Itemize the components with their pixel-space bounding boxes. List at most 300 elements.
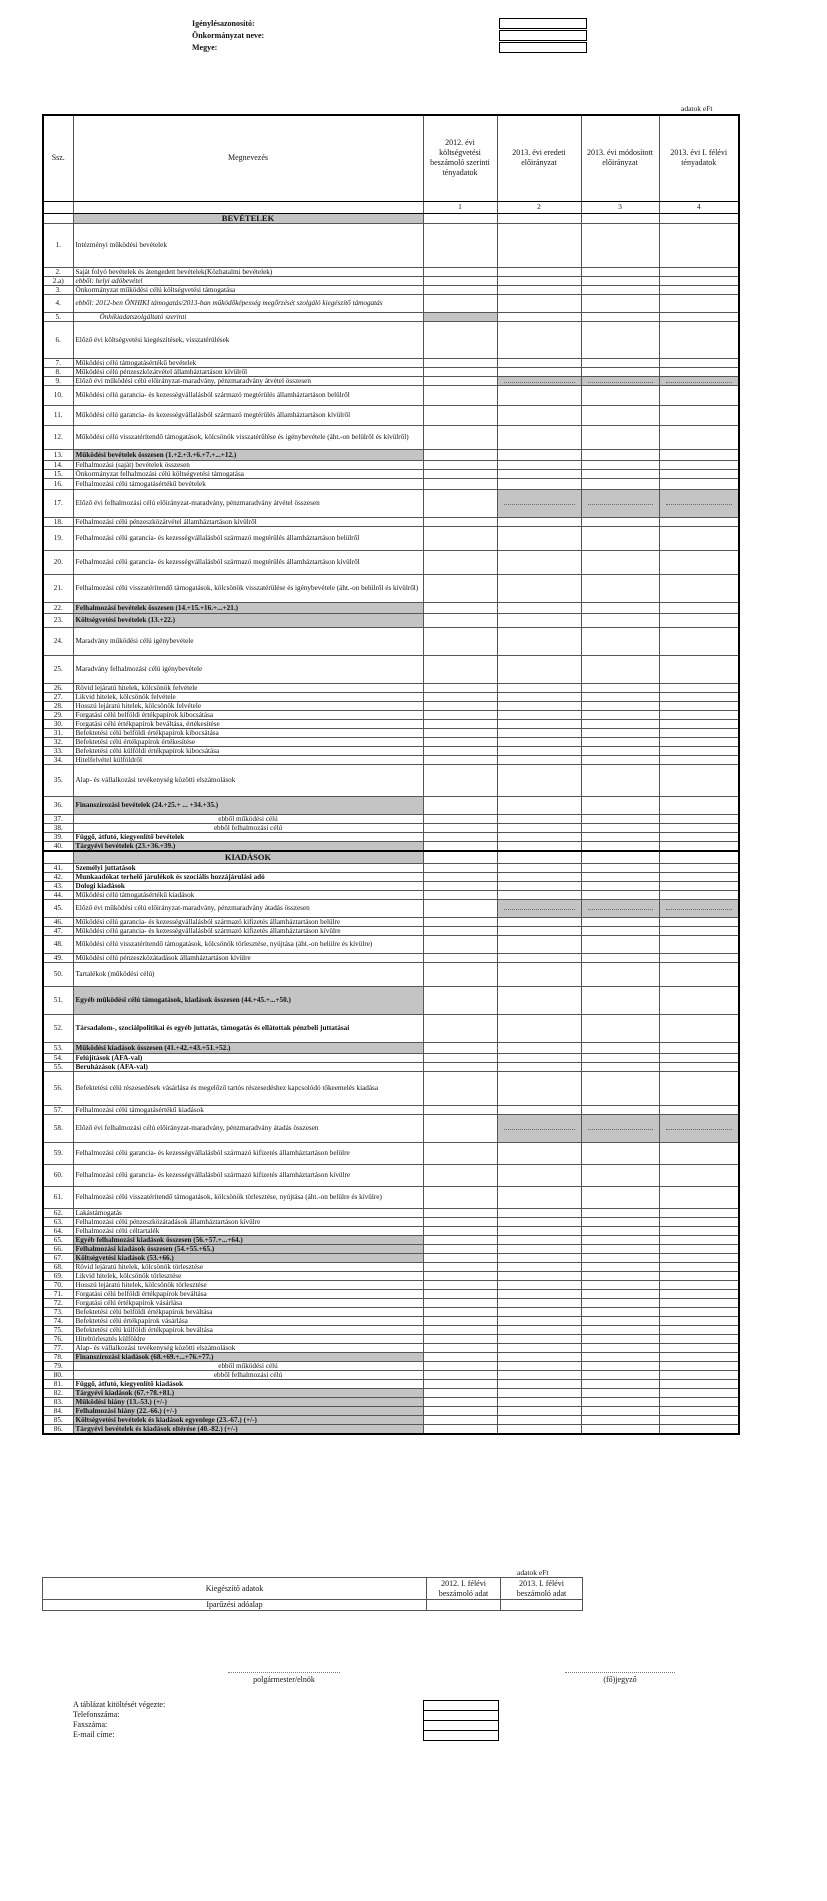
value-cell-col-1[interactable] bbox=[423, 1062, 497, 1071]
value-cell-col-3[interactable] bbox=[581, 385, 659, 405]
value-cell-col-3[interactable] bbox=[581, 1042, 659, 1053]
value-cell-col-2[interactable] bbox=[497, 1142, 581, 1164]
value-cell-col-4[interactable] bbox=[659, 1053, 739, 1062]
value-cell-col-4[interactable] bbox=[659, 962, 739, 986]
value-cell-col-3[interactable] bbox=[581, 1361, 659, 1370]
value-cell-col-2[interactable] bbox=[497, 953, 581, 962]
value-cell-col-2[interactable] bbox=[497, 1361, 581, 1370]
value-cell-col-3[interactable] bbox=[581, 517, 659, 526]
value-cell-col-3[interactable] bbox=[581, 1244, 659, 1253]
value-cell-col-2[interactable] bbox=[497, 1271, 581, 1280]
value-cell-col-3[interactable] bbox=[581, 719, 659, 728]
value-cell-col-1[interactable] bbox=[423, 1298, 497, 1307]
value-cell-col-1[interactable] bbox=[423, 1316, 497, 1325]
value-cell-col-2[interactable] bbox=[497, 1042, 581, 1053]
value-cell-col-1[interactable] bbox=[423, 405, 497, 425]
value-cell-col-3[interactable] bbox=[581, 460, 659, 469]
value-cell-col-1[interactable] bbox=[423, 986, 497, 1014]
value-cell-col-3[interactable] bbox=[581, 1424, 659, 1434]
value-cell-col-3[interactable] bbox=[581, 841, 659, 851]
value-cell-col-4[interactable] bbox=[659, 863, 739, 872]
value-cell-col-1[interactable] bbox=[423, 1334, 497, 1343]
value-cell-col-2[interactable] bbox=[497, 1244, 581, 1253]
value-cell-col-2[interactable] bbox=[497, 935, 581, 953]
value-cell-col-1[interactable] bbox=[423, 935, 497, 953]
value-cell-col-4[interactable] bbox=[659, 872, 739, 881]
value-cell-col-3[interactable] bbox=[581, 550, 659, 574]
value-cell-col-3[interactable] bbox=[581, 1262, 659, 1271]
value-cell-col-1[interactable] bbox=[423, 1379, 497, 1388]
value-cell-col-4[interactable] bbox=[659, 627, 739, 655]
value-cell-col-3[interactable] bbox=[581, 1388, 659, 1397]
value-cell-col-2[interactable] bbox=[497, 602, 581, 613]
value-cell-col-4[interactable] bbox=[659, 223, 739, 267]
value-cell-col-1[interactable] bbox=[423, 385, 497, 405]
value-cell-col-4[interactable] bbox=[659, 1164, 739, 1186]
value-cell-col-2[interactable] bbox=[497, 294, 581, 312]
value-cell-col-1[interactable] bbox=[423, 796, 497, 814]
value-cell-col-2[interactable] bbox=[497, 917, 581, 926]
value-cell-col-1[interactable] bbox=[423, 1253, 497, 1262]
value-cell-col-4[interactable] bbox=[659, 1388, 739, 1397]
value-cell-col-4[interactable] bbox=[659, 526, 739, 550]
value-cell-col-1[interactable] bbox=[423, 1271, 497, 1280]
value-cell-col-1[interactable] bbox=[423, 823, 497, 832]
value-cell-col-2[interactable] bbox=[497, 1164, 581, 1186]
value-cell-col-1[interactable] bbox=[423, 321, 497, 358]
value-cell-col-3[interactable] bbox=[581, 405, 659, 425]
value-cell-col-1[interactable] bbox=[423, 962, 497, 986]
value-cell-col-4[interactable] bbox=[659, 814, 739, 823]
value-cell-col-4[interactable] bbox=[659, 1105, 739, 1114]
value-cell-col-1[interactable] bbox=[423, 425, 497, 449]
value-cell-col-4[interactable] bbox=[659, 986, 739, 1014]
value-cell-col-2[interactable] bbox=[497, 574, 581, 602]
value-cell-col-1[interactable] bbox=[423, 285, 497, 294]
value-cell-col-1[interactable] bbox=[423, 1361, 497, 1370]
value-cell-col-3[interactable] bbox=[581, 917, 659, 926]
value-cell-col-1[interactable] bbox=[423, 1370, 497, 1379]
value-cell-col-4[interactable] bbox=[659, 285, 739, 294]
value-cell-col-4[interactable] bbox=[659, 358, 739, 367]
value-cell-col-3[interactable] bbox=[581, 1352, 659, 1361]
value-cell-col-3[interactable] bbox=[581, 1406, 659, 1415]
value-cell-col-1[interactable] bbox=[423, 832, 497, 841]
value-cell-col-1[interactable] bbox=[423, 267, 497, 276]
value-cell-col-2[interactable] bbox=[497, 1379, 581, 1388]
value-cell-col-4[interactable] bbox=[659, 376, 739, 385]
value-cell-col-1[interactable] bbox=[423, 1262, 497, 1271]
value-cell-col-4[interactable] bbox=[659, 1334, 739, 1343]
value-cell-col-2[interactable] bbox=[497, 1343, 581, 1352]
value-cell-col-2[interactable] bbox=[497, 1186, 581, 1208]
value-cell-col-4[interactable] bbox=[659, 1062, 739, 1071]
value-cell-col-1[interactable] bbox=[423, 550, 497, 574]
value-cell-col-3[interactable] bbox=[581, 935, 659, 953]
value-cell-col-2[interactable] bbox=[497, 285, 581, 294]
value-cell-col-4[interactable] bbox=[659, 1325, 739, 1334]
value-cell-col-4[interactable] bbox=[659, 1316, 739, 1325]
value-cell-col-4[interactable] bbox=[659, 755, 739, 764]
value-cell-col-2[interactable] bbox=[497, 613, 581, 627]
value-cell-col-4[interactable] bbox=[659, 1352, 739, 1361]
supplementary-cell-2012[interactable] bbox=[427, 1600, 501, 1611]
value-cell-col-3[interactable] bbox=[581, 986, 659, 1014]
value-cell-col-2[interactable] bbox=[497, 881, 581, 890]
value-cell-col-2[interactable] bbox=[497, 1352, 581, 1361]
value-cell-col-2[interactable] bbox=[497, 469, 581, 478]
value-cell-col-2[interactable] bbox=[497, 962, 581, 986]
value-cell-col-1[interactable] bbox=[423, 1280, 497, 1289]
value-cell-col-3[interactable] bbox=[581, 1289, 659, 1298]
value-cell-col-4[interactable] bbox=[659, 1217, 739, 1226]
value-cell-col-4[interactable] bbox=[659, 1424, 739, 1434]
value-cell-col-1[interactable] bbox=[423, 1406, 497, 1415]
value-cell-col-4[interactable] bbox=[659, 602, 739, 613]
value-cell-col-3[interactable] bbox=[581, 1307, 659, 1316]
value-cell-col-2[interactable] bbox=[497, 478, 581, 489]
value-cell-col-1[interactable] bbox=[423, 1226, 497, 1235]
value-cell-col-3[interactable] bbox=[581, 1343, 659, 1352]
value-cell-col-4[interactable] bbox=[659, 1142, 739, 1164]
value-cell-col-4[interactable] bbox=[659, 267, 739, 276]
value-cell-col-4[interactable] bbox=[659, 1397, 739, 1406]
value-cell-col-3[interactable] bbox=[581, 1370, 659, 1379]
value-cell-col-4[interactable] bbox=[659, 728, 739, 737]
value-cell-col-2[interactable] bbox=[497, 1388, 581, 1397]
value-cell-col-3[interactable] bbox=[581, 321, 659, 358]
value-cell-col-3[interactable] bbox=[581, 881, 659, 890]
value-cell-col-4[interactable] bbox=[659, 890, 739, 899]
value-cell-col-4[interactable] bbox=[659, 460, 739, 469]
value-cell-col-3[interactable] bbox=[581, 823, 659, 832]
value-cell-col-2[interactable] bbox=[497, 1424, 581, 1434]
value-cell-col-4[interactable] bbox=[659, 1114, 739, 1142]
value-cell-col-3[interactable] bbox=[581, 376, 659, 385]
value-cell-col-3[interactable] bbox=[581, 1053, 659, 1062]
value-cell-col-3[interactable] bbox=[581, 1235, 659, 1244]
value-cell-col-2[interactable] bbox=[497, 1105, 581, 1114]
value-cell-col-4[interactable] bbox=[659, 1379, 739, 1388]
value-cell-col-1[interactable] bbox=[423, 1325, 497, 1334]
value-cell-col-4[interactable] bbox=[659, 710, 739, 719]
value-cell-col-4[interactable] bbox=[659, 574, 739, 602]
value-cell-col-4[interactable] bbox=[659, 425, 739, 449]
value-cell-col-1[interactable] bbox=[423, 953, 497, 962]
value-cell-col-1[interactable] bbox=[423, 917, 497, 926]
value-cell-col-4[interactable] bbox=[659, 1208, 739, 1217]
value-cell-col-4[interactable] bbox=[659, 953, 739, 962]
value-cell-col-1[interactable] bbox=[423, 701, 497, 710]
value-cell-col-1[interactable] bbox=[423, 814, 497, 823]
value-cell-col-2[interactable] bbox=[497, 1208, 581, 1217]
value-cell-col-2[interactable] bbox=[497, 692, 581, 701]
value-cell-col-3[interactable] bbox=[581, 1325, 659, 1334]
value-cell-col-1[interactable] bbox=[423, 1235, 497, 1244]
value-cell-col-2[interactable] bbox=[497, 358, 581, 367]
value-cell-col-1[interactable] bbox=[423, 755, 497, 764]
value-cell-col-2[interactable] bbox=[497, 719, 581, 728]
value-cell-col-1[interactable] bbox=[423, 1105, 497, 1114]
value-cell-col-3[interactable] bbox=[581, 692, 659, 701]
value-cell-col-1[interactable] bbox=[423, 1142, 497, 1164]
value-cell-col-1[interactable] bbox=[423, 1289, 497, 1298]
county-input-box[interactable] bbox=[499, 42, 587, 53]
value-cell-col-4[interactable] bbox=[659, 1014, 739, 1042]
value-cell-col-1[interactable] bbox=[423, 526, 497, 550]
value-cell-col-2[interactable] bbox=[497, 1114, 581, 1142]
value-cell-col-3[interactable] bbox=[581, 602, 659, 613]
value-cell-col-1[interactable] bbox=[423, 223, 497, 267]
value-cell-col-4[interactable] bbox=[659, 385, 739, 405]
value-cell-col-1[interactable] bbox=[423, 683, 497, 692]
value-cell-col-3[interactable] bbox=[581, 469, 659, 478]
value-cell-col-1[interactable] bbox=[423, 489, 497, 517]
value-cell-col-4[interactable] bbox=[659, 1361, 739, 1370]
value-cell-col-3[interactable] bbox=[581, 1208, 659, 1217]
value-cell-col-1[interactable] bbox=[423, 449, 497, 460]
value-cell-col-4[interactable] bbox=[659, 1071, 739, 1105]
email-input-box[interactable] bbox=[423, 1730, 499, 1741]
value-cell-col-4[interactable] bbox=[659, 1415, 739, 1424]
value-cell-col-4[interactable] bbox=[659, 899, 739, 917]
value-cell-col-2[interactable] bbox=[497, 1289, 581, 1298]
value-cell-col-3[interactable] bbox=[581, 285, 659, 294]
value-cell-col-3[interactable] bbox=[581, 294, 659, 312]
value-cell-col-3[interactable] bbox=[581, 814, 659, 823]
value-cell-col-1[interactable] bbox=[423, 574, 497, 602]
value-cell-col-1[interactable] bbox=[423, 737, 497, 746]
value-cell-col-1[interactable] bbox=[423, 478, 497, 489]
value-cell-col-1[interactable] bbox=[423, 1114, 497, 1142]
value-cell-col-3[interactable] bbox=[581, 1397, 659, 1406]
value-cell-col-2[interactable] bbox=[497, 1370, 581, 1379]
value-cell-col-2[interactable] bbox=[497, 460, 581, 469]
value-cell-col-3[interactable] bbox=[581, 953, 659, 962]
value-cell-col-1[interactable] bbox=[423, 764, 497, 796]
value-cell-col-3[interactable] bbox=[581, 613, 659, 627]
value-cell-col-2[interactable] bbox=[497, 890, 581, 899]
value-cell-col-3[interactable] bbox=[581, 728, 659, 737]
value-cell-col-2[interactable] bbox=[497, 1217, 581, 1226]
value-cell-col-2[interactable] bbox=[497, 1397, 581, 1406]
value-cell-col-2[interactable] bbox=[497, 1280, 581, 1289]
value-cell-col-4[interactable] bbox=[659, 613, 739, 627]
value-cell-col-2[interactable] bbox=[497, 1253, 581, 1262]
value-cell-col-4[interactable] bbox=[659, 832, 739, 841]
value-cell-col-3[interactable] bbox=[581, 1271, 659, 1280]
value-cell-col-3[interactable] bbox=[581, 1014, 659, 1042]
value-cell-col-3[interactable] bbox=[581, 1186, 659, 1208]
value-cell-col-4[interactable] bbox=[659, 1370, 739, 1379]
value-cell-col-4[interactable] bbox=[659, 1280, 739, 1289]
value-cell-col-1[interactable] bbox=[423, 627, 497, 655]
value-cell-col-2[interactable] bbox=[497, 1298, 581, 1307]
value-cell-col-2[interactable] bbox=[497, 832, 581, 841]
value-cell-col-1[interactable] bbox=[423, 719, 497, 728]
value-cell-col-4[interactable] bbox=[659, 1226, 739, 1235]
value-cell-col-4[interactable] bbox=[659, 796, 739, 814]
value-cell-col-2[interactable] bbox=[497, 1071, 581, 1105]
value-cell-col-4[interactable] bbox=[659, 1271, 739, 1280]
value-cell-col-2[interactable] bbox=[497, 1226, 581, 1235]
value-cell-col-2[interactable] bbox=[497, 701, 581, 710]
value-cell-col-2[interactable] bbox=[497, 627, 581, 655]
value-cell-col-3[interactable] bbox=[581, 449, 659, 460]
value-cell-col-2[interactable] bbox=[497, 655, 581, 683]
value-cell-col-4[interactable] bbox=[659, 312, 739, 321]
value-cell-col-2[interactable] bbox=[497, 823, 581, 832]
value-cell-col-4[interactable] bbox=[659, 550, 739, 574]
value-cell-col-1[interactable] bbox=[423, 358, 497, 367]
value-cell-col-1[interactable] bbox=[423, 294, 497, 312]
value-cell-col-3[interactable] bbox=[581, 267, 659, 276]
value-cell-col-1[interactable] bbox=[423, 1217, 497, 1226]
value-cell-col-3[interactable] bbox=[581, 367, 659, 376]
value-cell-col-2[interactable] bbox=[497, 425, 581, 449]
value-cell-col-2[interactable] bbox=[497, 746, 581, 755]
value-cell-col-1[interactable] bbox=[423, 1208, 497, 1217]
value-cell-col-1[interactable] bbox=[423, 710, 497, 719]
value-cell-col-1[interactable] bbox=[423, 517, 497, 526]
value-cell-col-4[interactable] bbox=[659, 719, 739, 728]
value-cell-col-3[interactable] bbox=[581, 655, 659, 683]
value-cell-col-1[interactable] bbox=[423, 367, 497, 376]
value-cell-col-1[interactable] bbox=[423, 926, 497, 935]
value-cell-col-4[interactable] bbox=[659, 1186, 739, 1208]
value-cell-col-1[interactable] bbox=[423, 1042, 497, 1053]
value-cell-col-3[interactable] bbox=[581, 737, 659, 746]
value-cell-col-3[interactable] bbox=[581, 872, 659, 881]
value-cell-col-4[interactable] bbox=[659, 881, 739, 890]
value-cell-col-4[interactable] bbox=[659, 917, 739, 926]
value-cell-col-4[interactable] bbox=[659, 764, 739, 796]
value-cell-col-3[interactable] bbox=[581, 1226, 659, 1235]
value-cell-col-4[interactable] bbox=[659, 1343, 739, 1352]
value-cell-col-4[interactable] bbox=[659, 1253, 739, 1262]
value-cell-col-1[interactable] bbox=[423, 469, 497, 478]
value-cell-col-4[interactable] bbox=[659, 655, 739, 683]
value-cell-col-2[interactable] bbox=[497, 1316, 581, 1325]
value-cell-col-4[interactable] bbox=[659, 489, 739, 517]
value-cell-col-1[interactable] bbox=[423, 376, 497, 385]
value-cell-col-4[interactable] bbox=[659, 701, 739, 710]
value-cell-col-3[interactable] bbox=[581, 899, 659, 917]
value-cell-col-4[interactable] bbox=[659, 294, 739, 312]
municipality-input-box[interactable] bbox=[499, 30, 587, 41]
value-cell-col-2[interactable] bbox=[497, 376, 581, 385]
value-cell-col-2[interactable] bbox=[497, 814, 581, 823]
value-cell-col-4[interactable] bbox=[659, 405, 739, 425]
value-cell-col-3[interactable] bbox=[581, 489, 659, 517]
value-cell-col-4[interactable] bbox=[659, 1235, 739, 1244]
value-cell-col-1[interactable] bbox=[423, 863, 497, 872]
value-cell-col-2[interactable] bbox=[497, 737, 581, 746]
value-cell-col-2[interactable] bbox=[497, 385, 581, 405]
value-cell-col-2[interactable] bbox=[497, 841, 581, 851]
value-cell-col-4[interactable] bbox=[659, 683, 739, 692]
value-cell-col-4[interactable] bbox=[659, 737, 739, 746]
value-cell-col-3[interactable] bbox=[581, 1298, 659, 1307]
value-cell-col-3[interactable] bbox=[581, 796, 659, 814]
value-cell-col-2[interactable] bbox=[497, 1014, 581, 1042]
value-cell-col-2[interactable] bbox=[497, 517, 581, 526]
value-cell-col-2[interactable] bbox=[497, 1262, 581, 1271]
value-cell-col-4[interactable] bbox=[659, 449, 739, 460]
value-cell-col-3[interactable] bbox=[581, 755, 659, 764]
value-cell-col-1[interactable] bbox=[423, 841, 497, 851]
id-input-box[interactable] bbox=[499, 18, 587, 29]
value-cell-col-1[interactable] bbox=[423, 1244, 497, 1253]
value-cell-col-2[interactable] bbox=[497, 321, 581, 358]
value-cell-col-3[interactable] bbox=[581, 1062, 659, 1071]
value-cell-col-3[interactable] bbox=[581, 764, 659, 796]
value-cell-col-4[interactable] bbox=[659, 935, 739, 953]
value-cell-col-3[interactable] bbox=[581, 358, 659, 367]
value-cell-col-2[interactable] bbox=[497, 710, 581, 719]
value-cell-col-2[interactable] bbox=[497, 267, 581, 276]
value-cell-col-2[interactable] bbox=[497, 755, 581, 764]
value-cell-col-1[interactable] bbox=[423, 872, 497, 881]
value-cell-col-3[interactable] bbox=[581, 276, 659, 285]
value-cell-col-3[interactable] bbox=[581, 1217, 659, 1226]
value-cell-col-4[interactable] bbox=[659, 692, 739, 701]
value-cell-col-3[interactable] bbox=[581, 710, 659, 719]
value-cell-col-2[interactable] bbox=[497, 863, 581, 872]
value-cell-col-1[interactable] bbox=[423, 1164, 497, 1186]
value-cell-col-2[interactable] bbox=[497, 1325, 581, 1334]
value-cell-col-3[interactable] bbox=[581, 683, 659, 692]
value-cell-col-1[interactable] bbox=[423, 1071, 497, 1105]
value-cell-col-4[interactable] bbox=[659, 478, 739, 489]
value-cell-col-4[interactable] bbox=[659, 1262, 739, 1271]
value-cell-col-1[interactable] bbox=[423, 1014, 497, 1042]
value-cell-col-1[interactable] bbox=[423, 881, 497, 890]
value-cell-col-1[interactable] bbox=[423, 890, 497, 899]
value-cell-col-3[interactable] bbox=[581, 425, 659, 449]
value-cell-col-4[interactable] bbox=[659, 469, 739, 478]
value-cell-col-4[interactable] bbox=[659, 1244, 739, 1253]
value-cell-col-3[interactable] bbox=[581, 962, 659, 986]
value-cell-col-1[interactable] bbox=[423, 460, 497, 469]
value-cell-col-3[interactable] bbox=[581, 1280, 659, 1289]
value-cell-col-3[interactable] bbox=[581, 832, 659, 841]
value-cell-col-3[interactable] bbox=[581, 1142, 659, 1164]
value-cell-col-2[interactable] bbox=[497, 872, 581, 881]
value-cell-col-3[interactable] bbox=[581, 1379, 659, 1388]
value-cell-col-3[interactable] bbox=[581, 890, 659, 899]
value-cell-col-3[interactable] bbox=[581, 223, 659, 267]
value-cell-col-1[interactable] bbox=[423, 1053, 497, 1062]
value-cell-col-2[interactable] bbox=[497, 728, 581, 737]
value-cell-col-2[interactable] bbox=[497, 1053, 581, 1062]
value-cell-col-2[interactable] bbox=[497, 764, 581, 796]
value-cell-col-3[interactable] bbox=[581, 746, 659, 755]
value-cell-col-4[interactable] bbox=[659, 1289, 739, 1298]
value-cell-col-4[interactable] bbox=[659, 841, 739, 851]
supplementary-cell-2013[interactable] bbox=[501, 1600, 583, 1611]
value-cell-col-3[interactable] bbox=[581, 478, 659, 489]
value-cell-col-1[interactable] bbox=[423, 1388, 497, 1397]
value-cell-col-1[interactable] bbox=[423, 692, 497, 701]
value-cell-col-4[interactable] bbox=[659, 517, 739, 526]
value-cell-col-2[interactable] bbox=[497, 1062, 581, 1071]
value-cell-col-2[interactable] bbox=[497, 1415, 581, 1424]
value-cell-col-1[interactable] bbox=[423, 728, 497, 737]
value-cell-col-3[interactable] bbox=[581, 1114, 659, 1142]
value-cell-col-3[interactable] bbox=[581, 1105, 659, 1114]
value-cell-col-3[interactable] bbox=[581, 1253, 659, 1262]
